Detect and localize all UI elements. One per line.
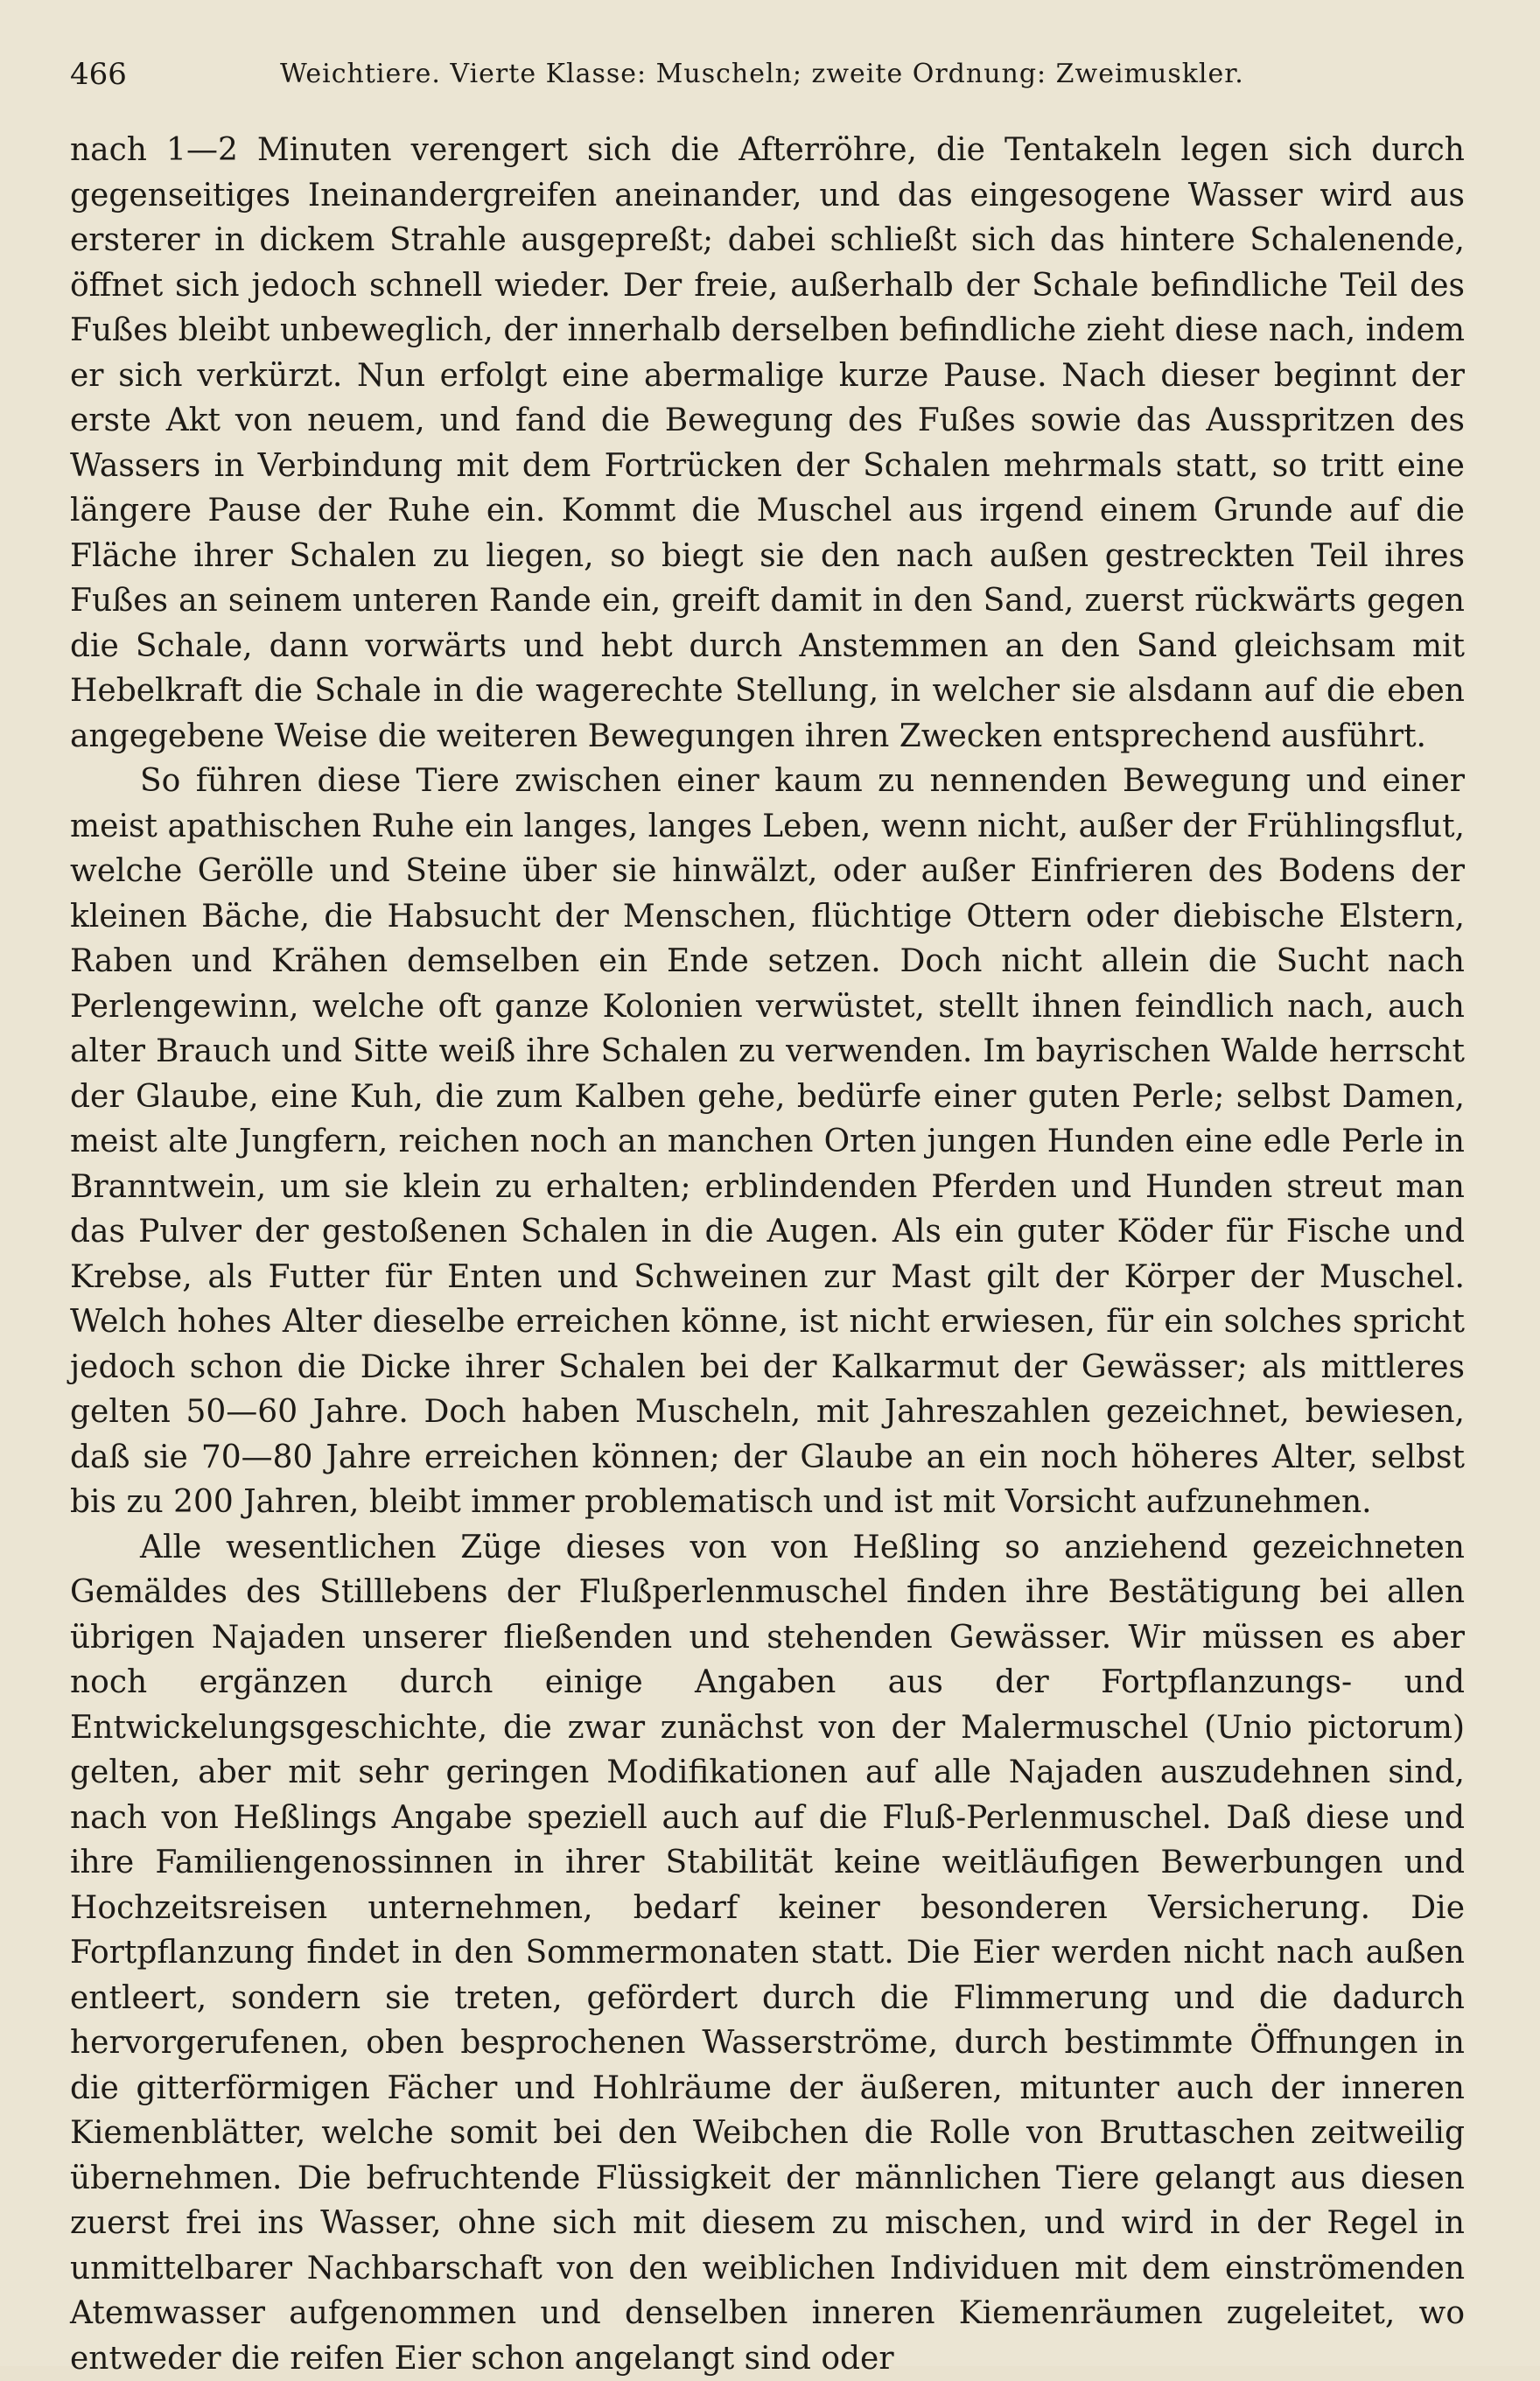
body-text	[70, 128, 1465, 2381]
page-header	[70, 53, 1470, 96]
page-number: 466	[70, 53, 127, 96]
paragraph-continued: nach 1—2 Minuten verengert sich die Afterröhre, die Tentakeln legen sich durch gegenseitiges Ineinandergreifen aneinander, und das eingesogene Wasser wird aus ersterer in dickem Strahle ausgepreßt; dabei schließt sich das hintere Schalenende, öffnet sich jedoch schnell wieder. Der freie, außerhalb der Schale befindliche Teil des Fußes bleibt unbeweglich, der innerhalb derselben befindliche zieht diese nach, indem er sich verkürzt. Nun erfolgt eine abermalige kurze Pause. Nach dieser beginnt der erste Akt von neuem, und fand die Bewegung des Fußes sowie das Ausspritzen des Wassers in Verbindung mit dem Fortrücken der Schalen mehrmals statt, so tritt eine längere Pause der Ruhe ein. Kommt die Muschel aus irgend einem Grunde auf die Fläche ihrer Schalen zu liegen, so biegt sie den nach außen gestreckten Teil ihres Fußes an seinem unteren Rande ein, greift damit in den Sand, zuerst rückwärts gegen die Schale, dann vorwärts und hebt durch Anstemmen an den Sand gleichsam mit Hebelkraft die Schale in die wagerechte Stellung, in welcher sie alsdann auf die eben angegebene Weise die weiteren Bewegungen ihren Zwecken entsprechend ausführt.	[70, 128, 1465, 759]
paragraph: So führen diese Tiere zwischen einer kaum zu nennenden Bewegung und einer meist apathischen Ruhe ein langes, langes Leben, wenn nicht, außer der Frühlingsflut, welche Gerölle und Steine über sie hinwälzt, oder außer Einfrieren des Bodens der kleinen Bäche, die Habsucht der Menschen, flüchtige Ottern oder diebische Elstern, Raben und Krähen demselben ein Ende setzen. Doch nicht allein die Sucht nach Perlengewinn, welche oft ganze Kolonien verwüstet, stellt ihnen feindlich nach, auch alter Brauch und Sitte weiß ihre Schalen zu verwenden. Im bayrischen Walde herrscht der Glaube, eine Kuh, die zum Kalben gehe, bedürfe einer guten Perle; selbst Damen, meist alte Jungfern, reichen noch an manchen Orten jungen Hunden eine edle Perle in Branntwein, um sie klein zu erhalten; erblindenden Pferden und Hunden streut man das Pulver der gestoßenen Schalen in die Augen. Als ein guter Köder für Fische und Krebse, als Futter für Enten und Schweinen zur Mast gilt der Körper der Muschel. Welch hohes Alter dieselbe erreichen könne, ist nicht erwiesen, für ein solches spricht jedoch schon die Dicke ihrer Schalen bei der Kalkarmut der Gewässer; als mittleres gelten 50—60 Jahre. Doch haben Muscheln, mit Jahreszahlen gezeichnet, bewiesen, daß sie 70—80 Jahre erreichen können; der Glaube an ein noch höheres Alter, selbst bis zu 200 Jahren, bleibt immer problematisch und ist mit Vorsicht aufzunehmen.	[70, 759, 1465, 1525]
running-head: Weichtiere. Vierte Klasse: Muscheln; zweite Ordnung: Zweimuskler.	[280, 53, 1244, 96]
paragraph: Alle wesentlichen Züge dieses von von Heßling so anziehend gezeichneten Gemäldes des Stilllebens der Flußperlenmuschel finden ihre Bestätigung bei allen übrigen Najaden unserer fließenden und stehenden Gewässer. Wir müssen es aber noch ergänzen durch einige Angaben aus der Fortpflanzungs- und Entwickelungsgeschichte, die zwar zunächst von der Malermuschel (Unio pictorum) gelten, aber mit sehr geringen Modifikationen auf alle Najaden auszudehnen sind, nach von Heßlings Angabe speziell auch auf die Fluß-Perlenmuschel. Daß diese und ihre Familiengenossinnen in ihrer Stabilität keine weitläufigen Bewerbungen und Hochzeitsreisen unternehmen, bedarf keiner besonderen Versicherung. Die Fortpflanzung findet in den Sommermonaten statt. Die Eier werden nicht nach außen entleert, sondern sie treten, gefördert durch die Flimmerung und die dadurch hervorgerufenen, oben besprochenen Wasserströme, durch bestimmte Öffnungen in die gitterförmigen Fächer und Hohlräume der äußeren, mitunter auch der inneren Kiemenblätter, welche somit bei den Weibchen die Rolle von Bruttaschen zeitweilig übernehmen. Die befruchtende Flüssigkeit der männlichen Tiere gelangt aus diesen zuerst frei ins Wasser, ohne sich mit diesem zu mischen, und wird in der Regel in unmittelbarer Nachbarschaft von den weiblichen Individuen mit dem einströmenden Atemwasser aufgenommen und denselben inneren Kiemenräumen zugeleitet, wo entweder die reifen Eier schon angelangt sind oder	[70, 1525, 1465, 2381]
